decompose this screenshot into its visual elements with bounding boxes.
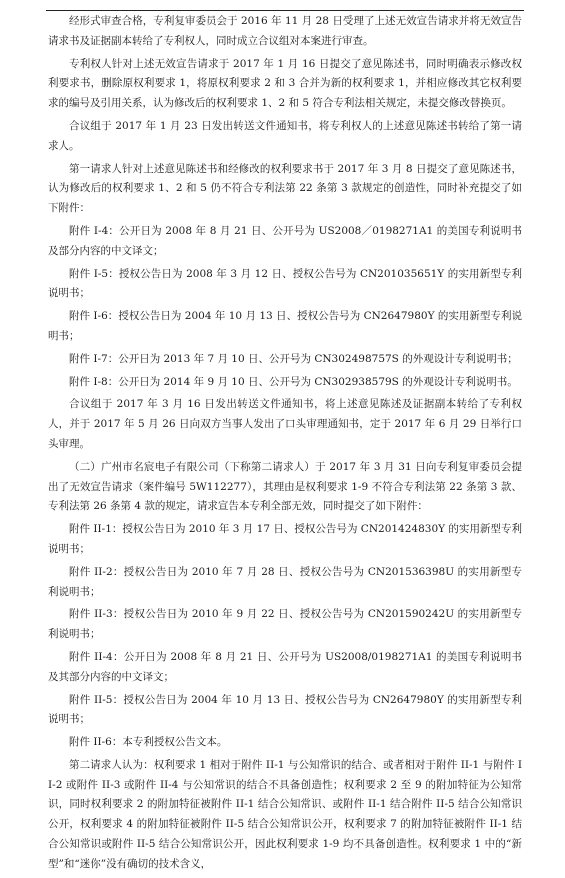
paragraph: 合议组于 2017 年 3 月 16 日发出转送文件通知书，将上述意见陈述及证据副本转给了专利权人，并于 2017 年 5 月 26 日向双方当事人发出了口头审理通知书，定于 2017 年 6 月 29 日举行口头审理。	[48, 398, 522, 450]
attachment-item: 附件 I-4：公开日为 2008 年 8 月 21 日、公开号为 US2008／0198271A1 的美国专利说明书及部分内容的中文译文；	[48, 224, 522, 257]
attachment-item: 附件 I-5：授权公告日为 2008 年 3 月 12 日、授权公告号为 CN201035651Y 的实用新型专利说明书；	[48, 267, 522, 300]
attachment-item: 附件 II-1：授权公告日为 2010 年 3 月 17 日、授权公告号为 CN201424830Y 的实用新型专利说明书；	[48, 523, 522, 555]
attachment-item: 附件 II-3：授权公告日为 2010 年 9 月 22 日、授权公告号为 CN201590242U 的实用新型专利说明书；	[48, 608, 522, 641]
attachment-item: 附件 II-4：公开日为 2008 年 8 月 21 日、公开号为 US2008/0198271A1 的美国专利说明书及其部分内容的中文译文；	[48, 650, 522, 683]
attachment-item: 附件 I-6：授权公告日为 2004 年 10 月 13 日、授权公告号为 CN2647980Y 的实用新型专利说明书；	[48, 310, 522, 342]
attachment-item: 附件 I-8：公开日为 2014 年 9 月 10 日、公开号为 CN302938579S 的外观设计专利说明书。	[69, 375, 518, 388]
document-body	[48, 12, 522, 878]
paragraph: （二）广州市名宸电子有限公司（下称第二请求人）于 2017 年 3 月 31 日向专利复审委员会提出了无效宣告请求（案件编号 5W112277），其理由是权利要求 1-9 不符合专利法第 22 条第 3 款、专利法第 26 条第 4 款的规定，请求宣告本专利全部无效，同时提交了如下附件：	[48, 460, 522, 513]
paragraph: 第一请求人针对上述意见陈述书和经修改的权利要求书于 2017 年 3 月 8 日提交了意见陈述书，认为修改后的权利要求 1、2 和 5 仍不符合专利法第 22 条第 3 款规定的创造性，同时补充提交了如下附件：	[48, 162, 522, 215]
attachment-item: 附件 II-6：本专利授权公告文本。	[69, 736, 228, 749]
header-rule	[46, 10, 524, 11]
attachment-item: 附件 II-5：授权公告日为 2004 年 10 月 13 日、授权公告号为 CN2647980Y 的实用新型专利说明书；	[48, 693, 522, 726]
paragraph: 合议组于 2017 年 1 月 23 日发出转送文件通知书，将专利权人的上述意见陈述书转给了第一请求人。	[48, 119, 522, 152]
attachment-item: 附件 II-2：授权公告日为 2010 年 7 月 28 日、授权公告号为 CN201536398U 的实用新型专利说明书；	[48, 565, 522, 598]
attachment-item: 附件 I-7：公开日为 2013 年 7 月 10 日、公开号为 CN302498757S 的外观设计专利说明书；	[69, 352, 518, 365]
paragraph: 专利权人针对上述无效宣告请求于 2017 年 1 月 16 日提交了意见陈述书，同时明确表示修改权利要求书，删除原权利要求 1，将原权利要求 2 和 3 合并为新的权利要求 1，并相应修改其它权利要求的编号及引用关系，认为修改后的权利要求 1、2 和 5 符合专利法相关规定，未提交修改替换页。	[48, 57, 522, 110]
paragraph: 经形式审查合格，专利复审委员会于 2016 年 11 月 28 日受理了上述无效宣告请求并将无效宣告请求书及证据副本转给了专利权人，同时成立合议组对本案进行审查。	[48, 15, 522, 47]
paragraph: 第二请求人认为：权利要求 1 相对于附件 II-1 与公知常识的结合、或者相对于附件 II-1 与附件 II-2 或附件 II-3 或附件 II-4 与公知常识的结合不具备创造性；权利要求 2 至 9 的附加特征为公知常识，同时权利要求 2 的附加特征被附件 II-1 结合公知常识、或附件 II-1 结合附件 II-5 结合公知常识公开，权利要求 4 的附加特征被附件 II-5 结合公知常识公开，权利要求 7 的附加特征被附件 II-1 结合公知常识或附件 II-5 结合公知常识公开，因此权利要求 1-9 均不具备创造性。权利要求 1 中的“新型”和“迷你”没有确切的技术含义，	[48, 758, 522, 870]
